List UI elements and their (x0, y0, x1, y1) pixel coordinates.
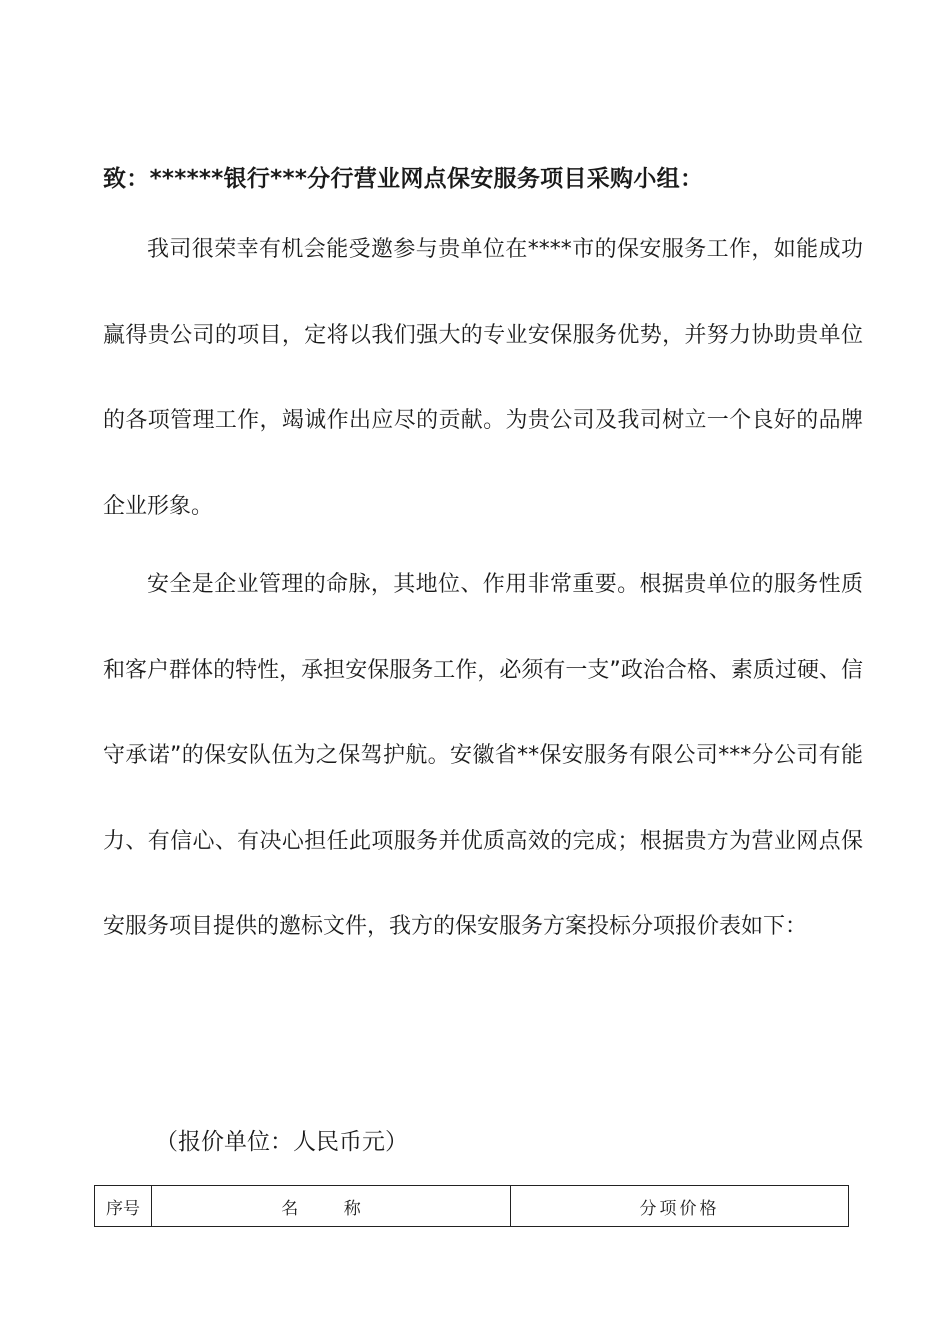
header-name: 名 称 (152, 1186, 511, 1227)
header-price: 分项价格 (511, 1186, 849, 1227)
header-seq: 序号 (95, 1186, 152, 1227)
price-unit-label: （报价单位：人民币元） (155, 1129, 408, 1155)
quote-table (94, 1185, 849, 1227)
table-header-row (95, 1186, 849, 1227)
body-paragraph-2: 安全是企业管理的命脉，其地位、作用非常重要。根据贵单位的服务性质和客户群体的特性，承担安保服务工作，必须有一支”政治合格、素质过硬、信守承诺”的保安队伍为之保驾护航。安徽省**保安服务有限公司***分公司有能力、有信心、有决心担任此项服务并优质高效的完成；根据贵方为营业网点保安服务项目提供的邀标文件，我方的保安服务方案投标分项报价表如下： (103, 572, 863, 939)
body-paragraph-1: 我司很荣幸有机会能受邀参与贵单位在****市的保安服务工作，如能成功赢得贵公司的项目，定将以我们强大的专业安保服务优势，并努力协助贵单位的各项管理工作，竭诚作出应尽的贡献。为贵公司及我司树立一个良好的品牌企业形象。 (103, 237, 863, 519)
salutation: 致：******银行***分行营业网点保安服务项目采购小组： (103, 166, 704, 192)
